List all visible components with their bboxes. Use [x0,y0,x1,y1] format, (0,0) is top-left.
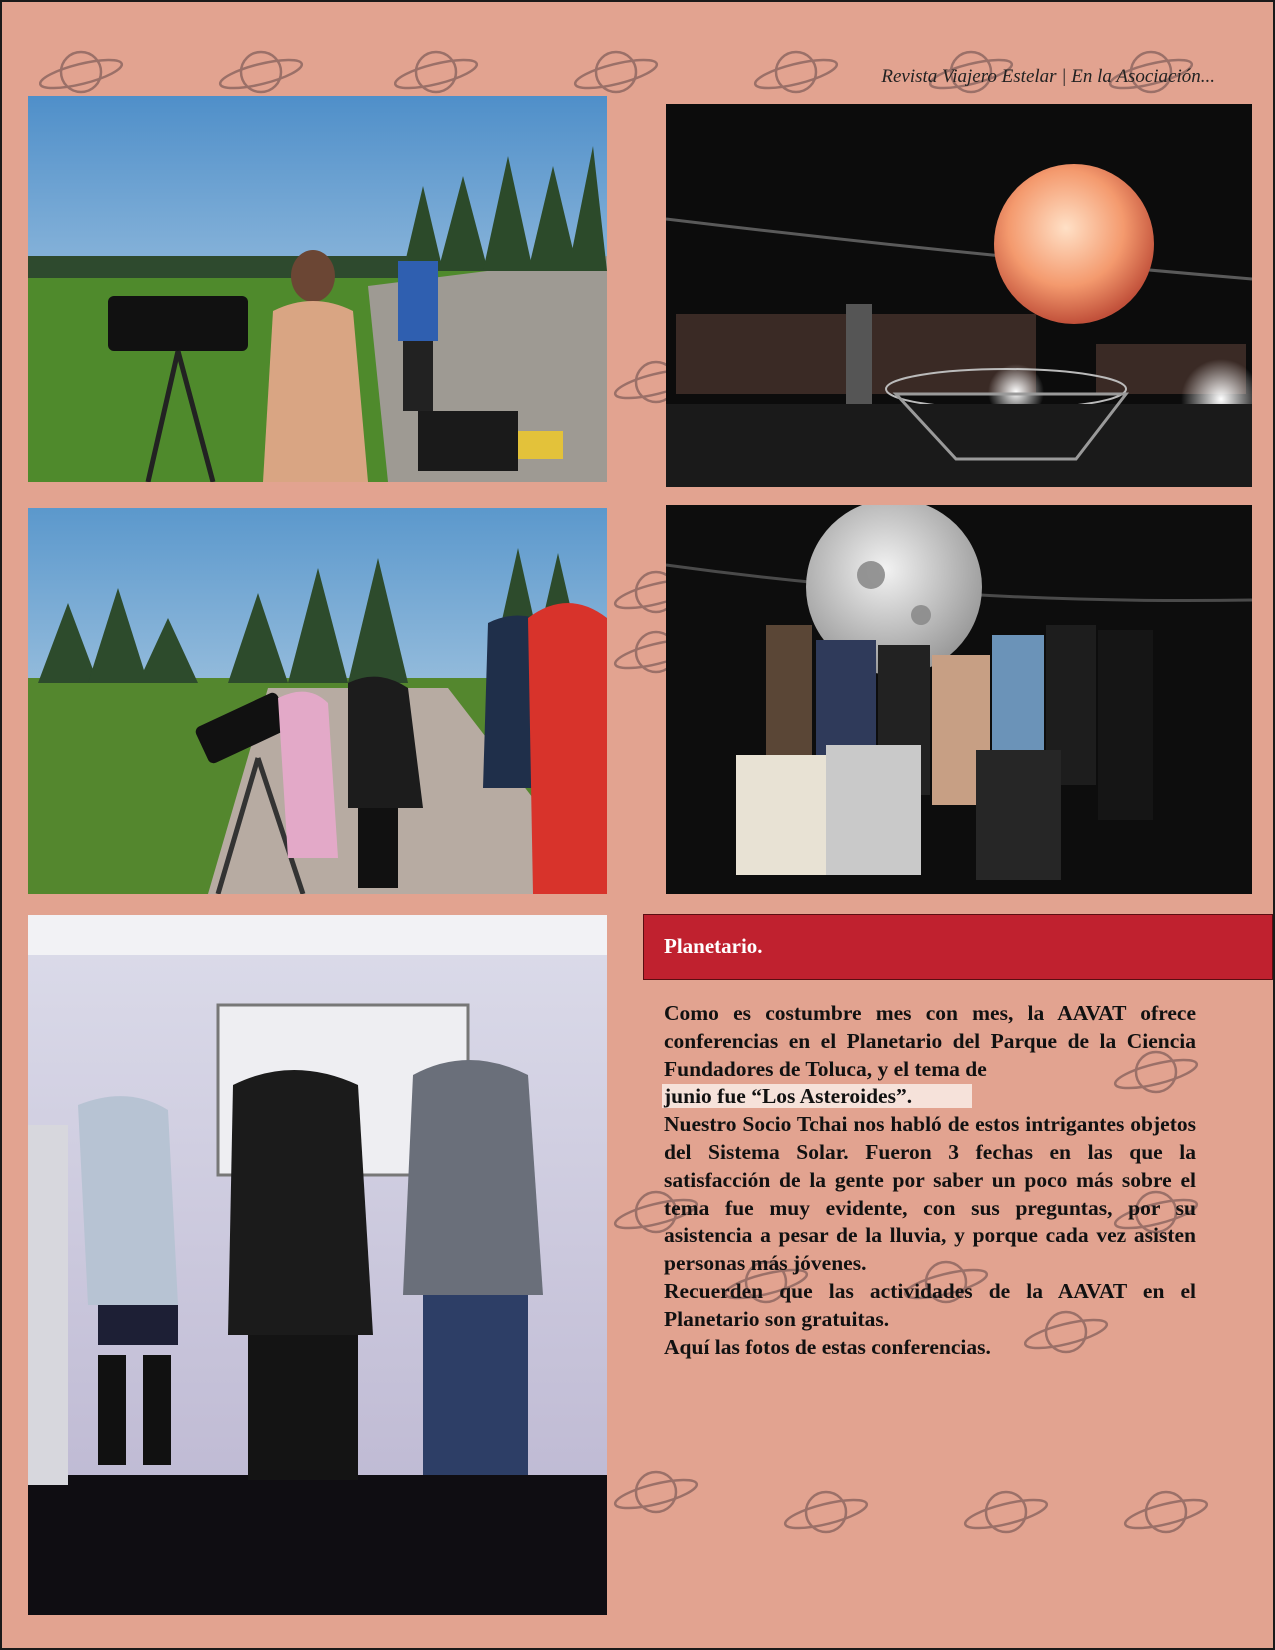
paragraph-1b-highlight: junio fue “Los Asteroides”. [662,1084,972,1108]
planet-icon [960,1480,1052,1544]
planet-icon [215,40,307,104]
planet-icon [610,1460,702,1524]
photo-planetarium-moon-group [666,505,1252,894]
paragraph-1a: Como es costumbre mes con mes, la AAVAT ofrece conferencias en el Planetario del Parque de la Ciencia Fundadores de Toluca, y el tema de [664,1001,1196,1081]
photo-telescope-group-park [28,508,607,894]
photo-planetarium-mars-globe [666,104,1252,487]
running-head: Revista Viajero Estelar | En la Asociación... [881,66,1215,87]
planet-icon [1120,1480,1212,1544]
planet-icon [750,40,842,104]
photo-stage-speakers [28,915,607,1615]
planet-icon [35,40,127,104]
planet-icon [390,40,482,104]
planet-icon [780,1480,872,1544]
planet-icon [570,40,662,104]
paragraph-3: Recuerden que las actividades de la AAVAT en el Planetario son gratuitas. [664,1278,1196,1331]
paragraph-2: Nuestro Socio Tchai nos habló de estos intrigantes objetos del Sistema Solar. Fueron 3 fechas en las que la satisfacción de la gente por saber un poco más sobre el tema fue muy evidente, con sus preguntas, por su asistencia a pesar de la lluvia, y porque cada vez asisten personas más jóvenes. [664,1112,1196,1276]
paragraph-4: Aquí las fotos de estas conferencias. [664,1334,991,1359]
photo-telescope-woman-park [28,96,607,482]
section-title: Planetario. [664,934,763,958]
article-body [664,1000,1196,1361]
section-header-bar [643,914,1273,980]
